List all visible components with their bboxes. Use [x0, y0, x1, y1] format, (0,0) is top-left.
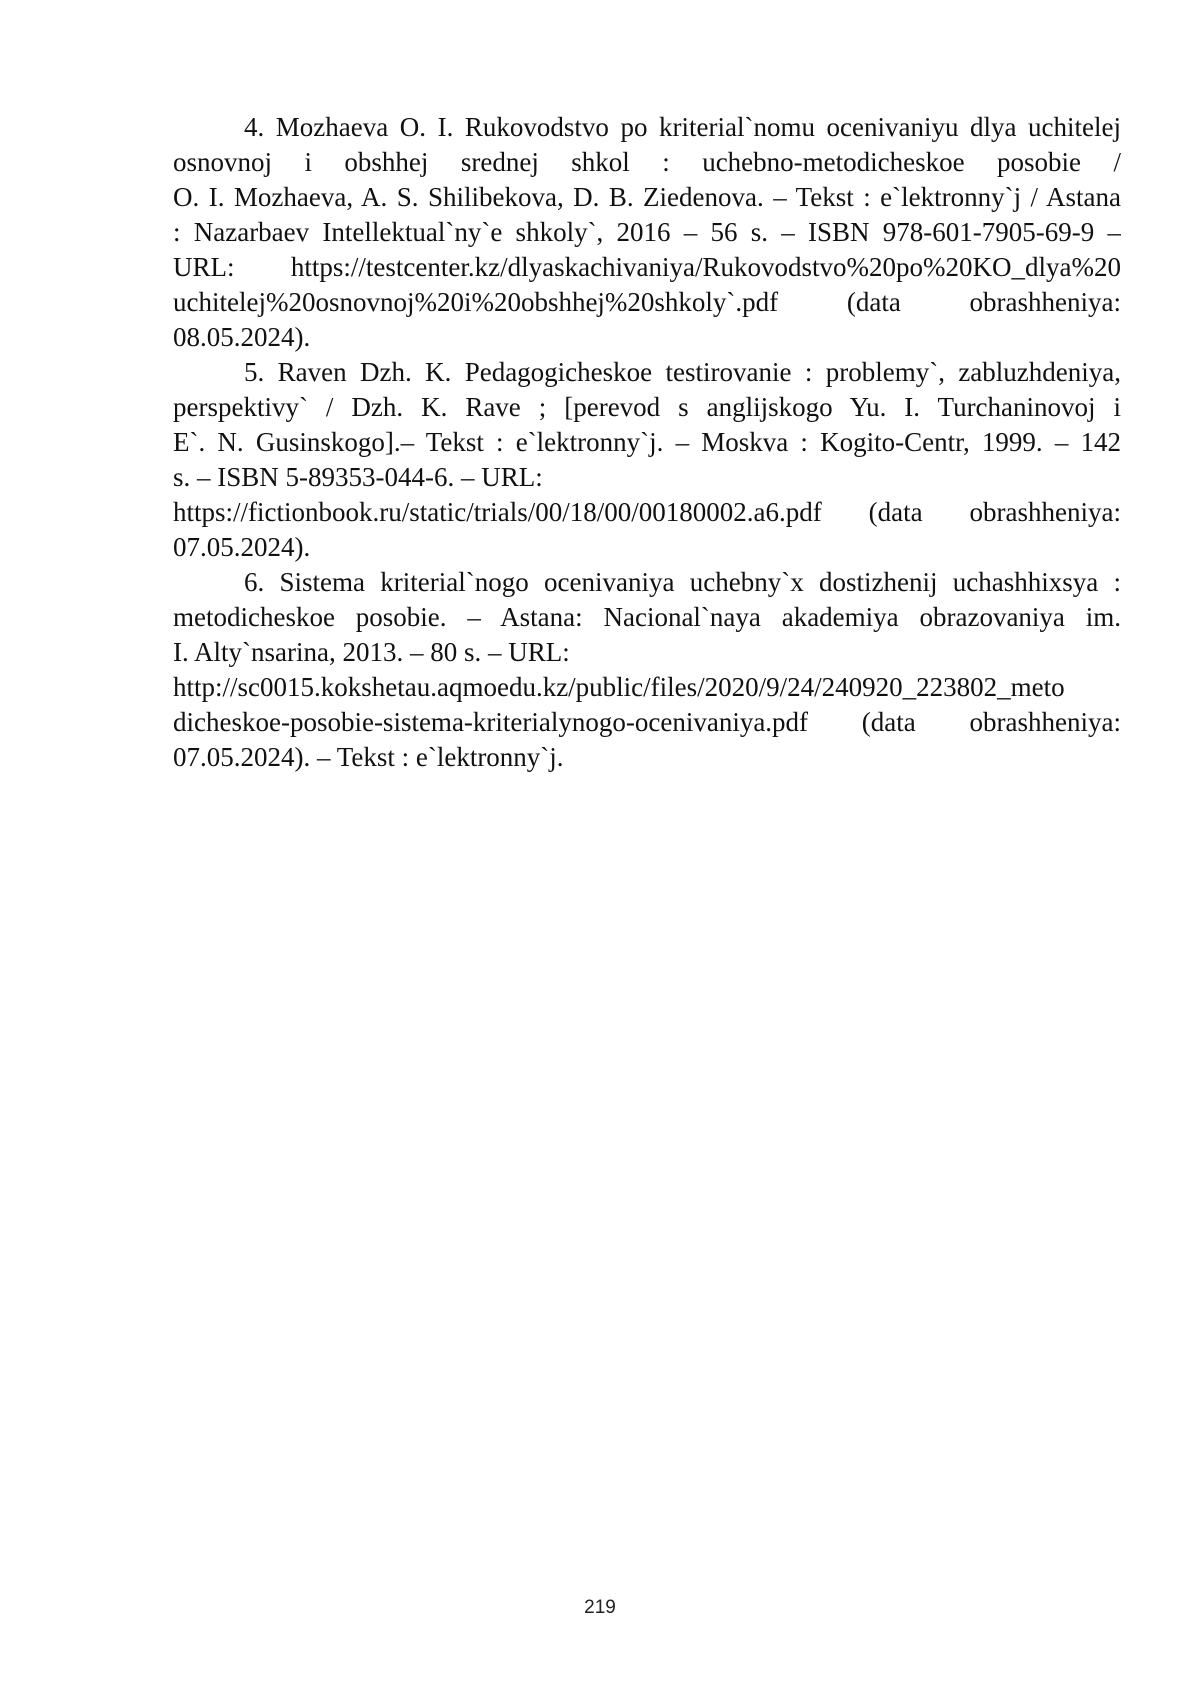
reference-line: perspektivy` / Dzh. K. Rave ; [perevod s anglijskogo Yu. I. Turchaninovoj i: [173, 392, 1121, 422]
reference-item-5: [173, 355, 1121, 565]
reference-item-6: [173, 565, 1121, 775]
reference-list: [173, 110, 1121, 775]
reference-line: O. I. Mozhaeva, A. S. Shilibekova, D. B. Ziedenova. – Tekst : e`lektronny`j / Astana: [173, 182, 1121, 212]
reference-line: URL: https://testcenter.kz/dlyaskachivaniya/Rukovodstvo%20po%20KO_dlya%20: [173, 252, 1121, 282]
reference-line: 5. Raven Dzh. K. Pedagogicheskoe testirovanie : problemy`, zabluzhdeniya,: [244, 357, 1121, 387]
reference-item-4: [173, 110, 1121, 355]
reference-line: 08.05.2024).: [173, 322, 311, 352]
reference-line: 6. Sistema kriterial`nogo ocenivaniya uchebny`x dostizhenij uchashhixsya :: [244, 567, 1121, 597]
reference-line: metodicheskoe posobie. – Astana: Nacional`naya akademiya obrazovaniya im.: [173, 602, 1121, 632]
reference-line: https://fictionbook.ru/static/trials/00/18/00/00180002.a6.pdf (data obrashheniya:: [173, 497, 1121, 527]
reference-line: 07.05.2024).: [173, 532, 311, 562]
page-number: 219: [584, 1597, 616, 1618]
reference-line: : Nazarbaev Intellektual`ny`e shkoly`, 2016 – 56 s. – ISBN 978-601-7905-69-9 –: [173, 217, 1121, 247]
reference-line: 4. Mozhaeva O. I. Rukovodstvo po kriterial`nomu ocenivaniyu dlya uchitelej: [244, 112, 1121, 142]
reference-line: s. – ISBN 5-89353-044-6. – URL:: [173, 462, 543, 492]
reference-line: I. Alty`nsarina, 2013. – 80 s. – URL:: [173, 637, 570, 667]
reference-line: E`. N. Gusinskogo].– Tekst : e`lektronny`j. – Moskva : Kogito-Centr, 1999. – 142: [173, 427, 1121, 457]
reference-line: http://sc0015.kokshetau.aqmoedu.kz/public/files/2020/9/24/240920_223802_meto: [173, 672, 1065, 702]
reference-line: uchitelej%20osnovnoj%20i%20obshhej%20shkoly`.pdf (data obrashheniya:: [173, 287, 1121, 317]
reference-line: dicheskoe-posobie-sistema-kriterialynogo-ocenivaniya.pdf (data obrashheniya:: [173, 707, 1121, 737]
reference-line: osnovnoj i obshhej srednej shkol : uchebno-metodicheskoe posobie /: [173, 147, 1121, 177]
reference-line: 07.05.2024). – Tekst : e`lektronny`j.: [173, 742, 564, 772]
